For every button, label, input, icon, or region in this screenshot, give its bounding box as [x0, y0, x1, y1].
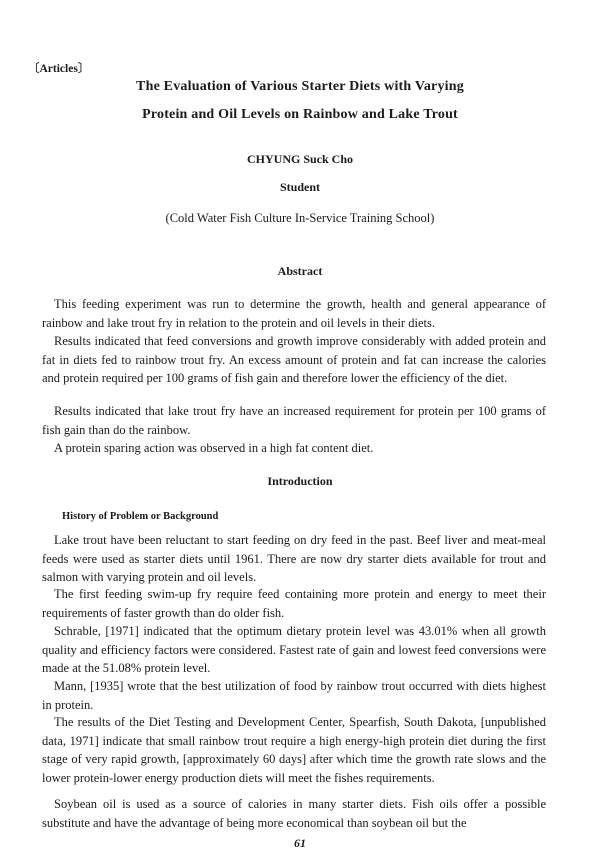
introduction-paragraph: Mann, [1935] wrote that the best utilization of food by rainbow trout occurred with diets highest in protein.	[42, 679, 546, 712]
introduction-paragraph: The first feeding swim-up fry require feed containing more protein and energy to meet their requirements of faster growth than do older fish.	[42, 587, 546, 620]
abstract-paragraph: Results indicated that feed conversions and growth improve considerably with added protein and fat in diets fed to rainbow trout fry. An excess amount of protein and fat can increase the calories and protein required per 100 grams of fish gain and therefore lower the efficiency of the diet.	[42, 334, 546, 386]
article-type-tag: 〔Articles〕	[28, 63, 90, 75]
article-title-line-1: The Evaluation of Various Starter Diets with Varying	[136, 79, 464, 94]
abstract-heading: Abstract	[277, 264, 323, 278]
abstract-paragraph: Results indicated that lake trout fry have an increased requirement for protein per 100 grams of fish gain than do the rainbow.	[42, 404, 546, 437]
introduction-paragraph: Soybean oil is used as a source of calories in many starter diets. Fish oils offer a possible substitute and have the advantage of being more economical than soybean oil but the	[42, 797, 546, 830]
abstract-paragraph: This feeding experiment was run to determine the growth, health and general appearance of rainbow and lake trout fry in relation to the protein and oil levels in their diets.	[42, 297, 546, 330]
author-name: CHYUNG Suck Cho	[246, 152, 354, 166]
author-role: Student	[279, 180, 320, 194]
introduction-paragraph: Lake trout have been reluctant to start feeding on dry feed in the past. Beef liver and meat-meal feeds were used as starter diets until 1961. There are now dry starter diets available for trout and salmon with varying protein and oil levels.	[42, 533, 546, 585]
introduction-heading: Introduction	[267, 474, 333, 488]
article-title-line-2: Protein and Oil Levels on Rainbow and Lake Trout	[142, 107, 458, 122]
abstract-paragraph: A protein sparing action was observed in a high fat content diet.	[54, 441, 374, 455]
introduction-subheading: History of Problem or Background	[62, 511, 219, 522]
introduction-paragraph: The results of the Diet Testing and Development Center, Spearfish, South Dakota, [unpublished data, 1971] indicate that small rainbow trout require a high energy-high protein diet during the first stage of very rapid growth, [approximately 60 days] after which time the growth rate slows and the lower protein-lower energy production diets will meet the fishes requirements.	[42, 715, 546, 786]
author-affiliation: (Cold Water Fish Culture In-Service Training School)	[165, 211, 435, 225]
page-number: 61	[294, 836, 306, 850]
introduction-paragraph: Schrable, [1971] indicated that the optimum dietary protein level was 43.01% when all growth quality and efficiency factors were considered. Fastest rate of gain and lowest feed conversions were made at the 51.08% protein level.	[42, 624, 546, 676]
